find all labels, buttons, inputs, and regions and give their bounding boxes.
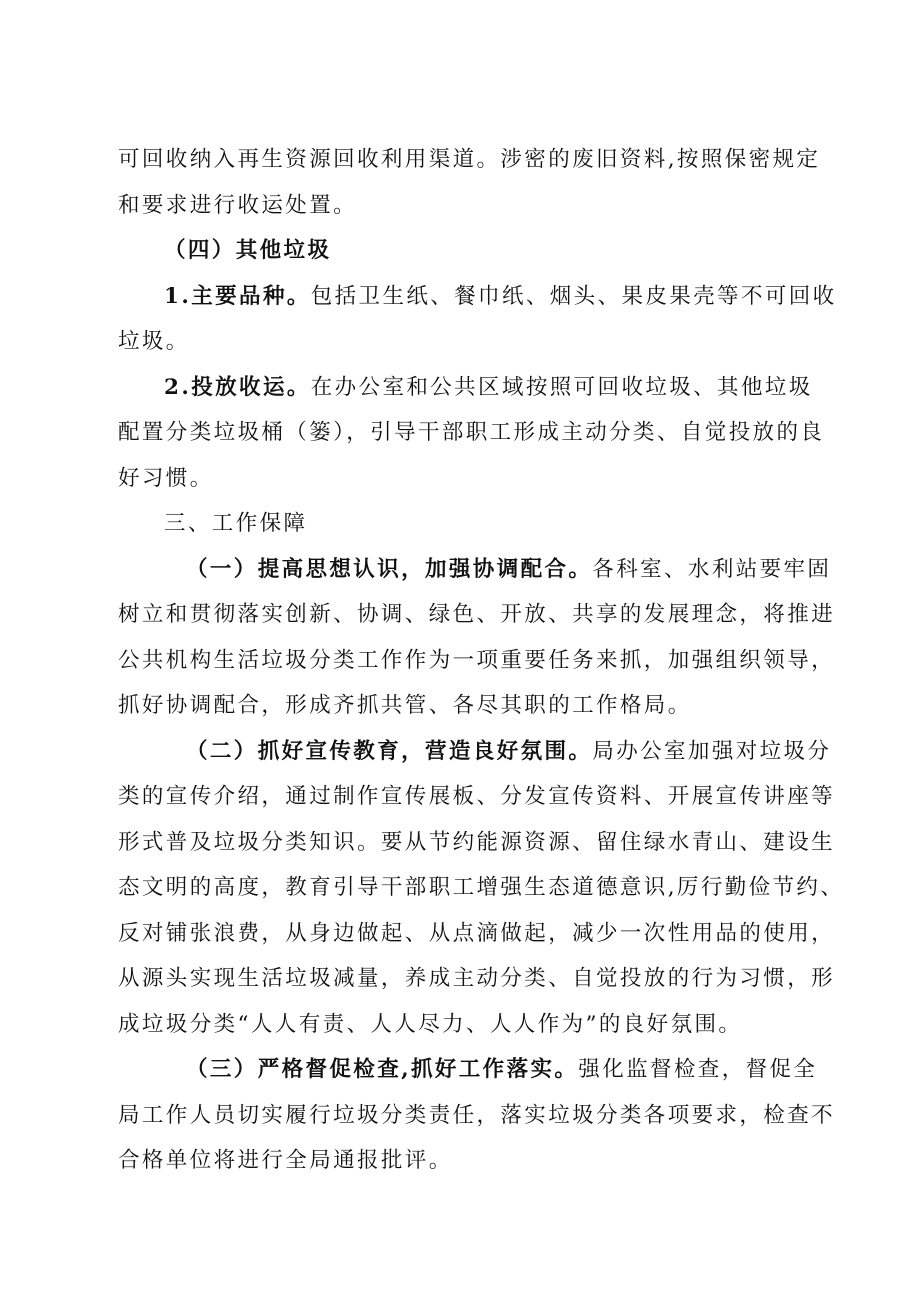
paragraph-text: 各科室、水利站要牢固 (592, 556, 832, 582)
paragraph-lead: 2.投放收运。 (164, 374, 311, 400)
paragraph-first-line (118, 365, 812, 411)
section-heading: （四）其他垃圾 (164, 238, 332, 263)
text-line: 类的宣传介绍，通过制作宣传展板、分发宣传资料、开展宣传讲座等 (118, 784, 836, 809)
paragraph-lead: （二）抓好宣传教育，营造良好氛围。 (186, 738, 593, 764)
text-line: 公共机构生活垃圾分类工作作为一项重要任务来抓，加强组织领导， (118, 647, 836, 673)
text-line: 从源头实现生活垃圾减量，养成主动分类、自觉投放的行为习惯，形 (118, 966, 836, 991)
text-line: 局工作人员切实履行垃圾分类责任，落实垃圾分类各项要求，检查不 (118, 1102, 836, 1128)
text-line: 树立和贯彻落实创新、协调、绿色、开放、共享的发展理念，将推进 (118, 602, 836, 627)
text-line: 可回收纳入再生资源回收利用渠道。涉密的废旧资料,按照保密规定 (118, 147, 821, 172)
text-line: 反对铺张浪费，从身边做起、从点滴做起，减少一次性用品的使用， (118, 920, 836, 946)
text-line: 合格单位将进行全局通报批评。 (118, 1148, 453, 1173)
paragraph-text: 强化监督检查，督促全 (578, 1057, 818, 1082)
paragraph-first-line (118, 274, 837, 320)
text-line: 形式普及垃圾分类知识。要从节约能源资源、留住绿水青山、建设生 (118, 829, 836, 855)
paragraph-first-line (118, 547, 832, 593)
text-line: 抓好协调配合，形成齐抓共管、各尽其职的工作格局。 (118, 693, 692, 718)
text-line: 好习惯。 (118, 465, 214, 491)
text-line: 成垃圾分类“人人有责、人人尽力、人人作为”的良好氛围。 (118, 1011, 743, 1037)
text-line: 和要求进行收运处置。 (118, 192, 358, 218)
paragraph-first-line (118, 729, 832, 775)
paragraph-text: 在办公室和公共区域按照可回收垃圾、其他垃圾 (310, 374, 813, 400)
paragraph-first-line (118, 1047, 818, 1093)
paragraph-text: 包括卫生纸、餐巾纸、烟头、果皮果壳等不可回收 (310, 283, 837, 309)
text-line: 配置分类垃圾桶（篓），引导干部职工形成主动分类、自觉投放的良 (118, 420, 825, 445)
paragraph-lead: （一）提高思想认识，加强协调配合。 (186, 556, 593, 582)
paragraph-lead: （三）严格督促检查,抓好工作落实。 (186, 1057, 579, 1082)
paragraph-text: 局办公室加强对垃圾分 (592, 738, 832, 764)
document-page (118, 137, 845, 1184)
section-heading: 三、工作保障 (164, 511, 308, 536)
text-line: 态文明的高度，教育引导干部职工增强生态道德意识,厉行勤俭节约、 (118, 875, 845, 900)
text-line: 垃圾。 (118, 329, 190, 354)
paragraph-lead: 1.主要品种。 (164, 283, 311, 309)
